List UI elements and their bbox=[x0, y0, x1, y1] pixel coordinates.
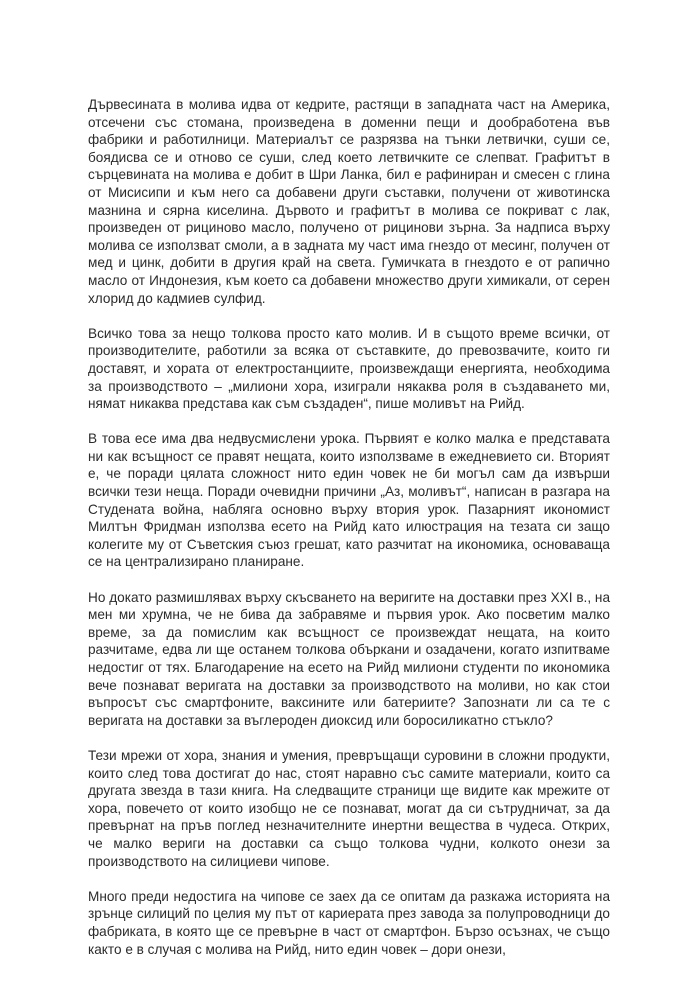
paragraph-3: В това есе има два недвусмислени урока. Първият е колко малка е представата ни как всъщност се правят нещата, които използваме в ежедневието си. Вторият е, че поради цялата сложност нито един човек не би могъл сам да извърши всички тези неща. Поради очевидни причини „Аз, моливът“, написан в разгара на Студената война, набляга основно върху втория урок. Пазарният икономист Милтън Фридман използва есето на Рийд като илюстрация на тезата си защо колегите му от Съветския съюз грешат, като разчитат на икономика, основаваща се на централизирано планиране. bbox=[88, 431, 610, 570]
paragraph-2: Всичко това за нещо толкова просто като молив. И в същото време всички, от производителите, работили за всяка от съставките, до превозвачите, които ги доставят, и хората от електростанциите, произвеждащи енергията, необходима за производството – „милиони хора, изиграли някаква роля в създаването ми, нямат никаква представа как съм създаден“, пише моливът на Рийд. bbox=[88, 325, 610, 412]
document-page bbox=[88, 96, 610, 976]
paragraph-6: Много преди недостига на чипове се заех да се опитам да разкажа историята на зрънце силиций по целия му път от кариерата през завода за полупроводници до фабриката, в която ще се превърне в част от смартфон. Бързо осъзнах, че също както е в случая с молива на Рийд, нито един човек – дори онези, bbox=[88, 888, 610, 957]
paragraph-4: Но докато размишлявах върху скъсването на веригите на доставки през XXI в., на мен ми хрумна, че не бива да забравяме и първия урок. Ако посветим малко време, за да помислим как всъщност се произвеждат нещата, на които разчитаме, едва ли ще останем толкова объркани и озадачени, когато изпитваме недостиг от тях. Благодарение на есето на Рийд милиони студенти по икономика вече познават веригата на доставки за производството на моливи, но как стои въпросът със смартфоните, ваксините или батериите? Запознати ли са те с веригата на доставки за въглероден диоксид или боросиликатно стъкло? bbox=[88, 589, 610, 728]
paragraph-5: Тези мрежи от хора, знания и умения, превръщащи суровини в сложни продукти, които след това достигат до нас, стоят наравно със самите материали, които са другата звезда в тази книга. На следващите страници ще видите как мрежите от хора, повечето от които изобщо не се познават, могат да си сътрудничат, за да превърнат на пръв поглед незначителните инертни вещества в чудеса. Открих, че малко вериги на доставки са също толкова чудни, колкото онези за производството на силициеви чипове. bbox=[88, 747, 610, 869]
paragraph-1: Дървесината в молива идва от кедрите, растящи в западната част на Америка, отсечени със стомана, произведена в доменни пещи и дообработена във фабрики и работилници. Материалът се разрязва на тънки летвички, суши се, боядисва се и отново се суши, след което летвичките се слепват. Графитът в сърцевината на молива е добит в Шри Ланка, бил е рафиниран и смесен с глина от Мисисипи и към него са добавени други съставки, получени от животинска мазнина и сярна киселина. Дървото и графитът в молива се покриват с лак, произведен от рициново масло, получено от рицинови зърна. За надписа върху молива се използват смоли, а в задната му част има гнездо от месинг, получен от мед и цинк, добити в другия край на света. Гумичката в гнездото е от рапично масло от Индонезия, към което са добавени множество други химикали, от серен хлорид до кадмиев сулфид. bbox=[88, 97, 610, 306]
